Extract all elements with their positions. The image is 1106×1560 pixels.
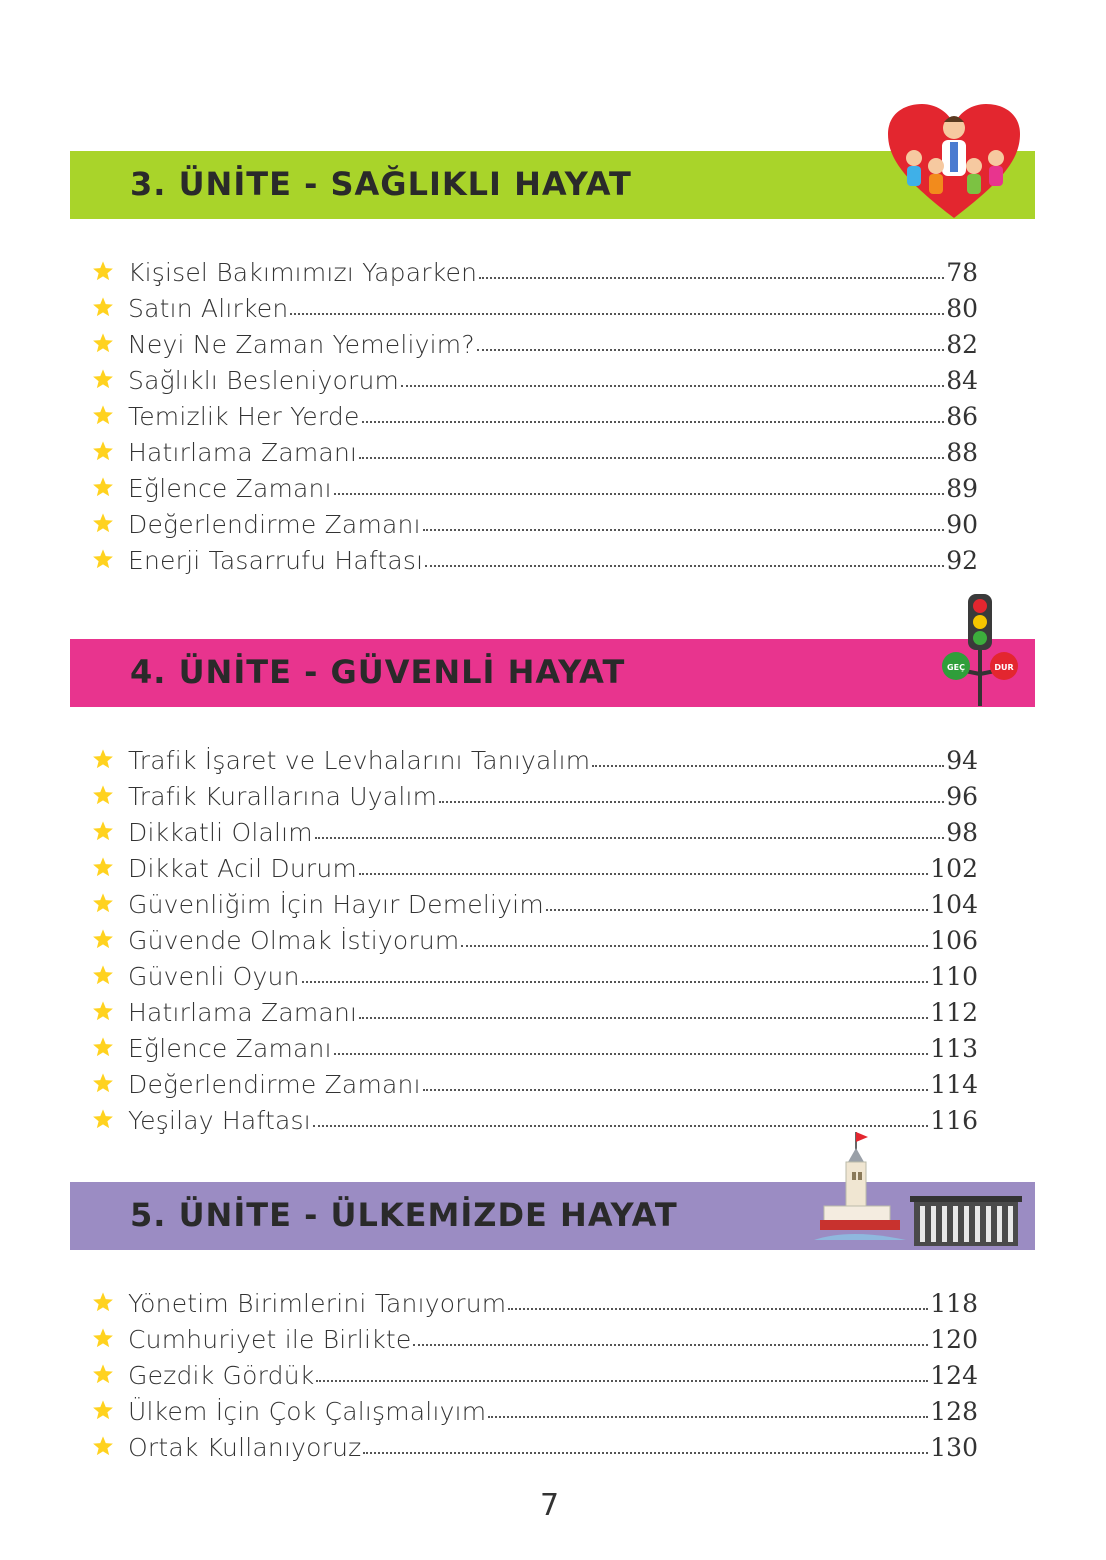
dot-leader bbox=[359, 1017, 928, 1019]
dot-leader bbox=[334, 493, 944, 495]
traffic-light-illustration bbox=[938, 590, 1022, 710]
heart-doctor-children-illustration bbox=[884, 100, 1024, 222]
dot-leader bbox=[508, 1308, 928, 1310]
toc-entry bbox=[92, 288, 978, 324]
unit-3-title: 3. ÜNİTE - SAĞLIKLI HAYAT bbox=[130, 165, 632, 203]
dot-leader bbox=[461, 945, 928, 947]
toc-entry-title: Sağlıklı Besleniyorum bbox=[128, 366, 400, 395]
toc-entry bbox=[92, 1427, 978, 1463]
dot-leader bbox=[488, 1416, 928, 1418]
toc-entry-title: Eğlence Zamanı bbox=[128, 1034, 332, 1063]
star-icon bbox=[92, 784, 114, 806]
toc-entry-page: 102 bbox=[930, 854, 978, 883]
toc-entry-title: Satın Alırken bbox=[128, 294, 289, 323]
toc-entry-title: Ülkem İçin Çok Çalışmalıyım bbox=[128, 1397, 487, 1426]
dot-leader bbox=[413, 1344, 928, 1346]
star-icon bbox=[92, 856, 114, 878]
toc-entry bbox=[92, 324, 978, 360]
toc-entry bbox=[92, 740, 978, 776]
star-icon bbox=[92, 1363, 114, 1385]
star-icon bbox=[92, 1036, 114, 1058]
dot-leader bbox=[546, 909, 928, 911]
toc-entry bbox=[92, 884, 978, 920]
unit-5-contents bbox=[92, 1283, 978, 1463]
toc-entry bbox=[92, 956, 978, 992]
dot-leader bbox=[363, 1452, 928, 1454]
toc-entry bbox=[92, 1028, 978, 1064]
toc-entry-page: 86 bbox=[946, 402, 978, 431]
go-sign-label: GEÇ bbox=[947, 663, 965, 672]
dot-leader bbox=[359, 873, 928, 875]
dot-leader bbox=[290, 313, 944, 315]
toc-entry-title: Kişisel Bakımımızı Yaparken bbox=[128, 258, 478, 287]
star-icon bbox=[92, 892, 114, 914]
toc-entry-title: Enerji Tasarrufu Haftası bbox=[128, 546, 424, 575]
toc-entry-title: Temizlik Her Yerde bbox=[128, 402, 360, 431]
toc-entry-title: Yeşilay Haftası bbox=[128, 1106, 311, 1135]
unit-4-title: 4. ÜNİTE - GÜVENLİ HAYAT bbox=[130, 653, 626, 691]
toc-entry bbox=[92, 396, 978, 432]
star-icon bbox=[92, 1399, 114, 1421]
toc-entry-title: Cumhuriyet ile Birlikte bbox=[128, 1325, 412, 1354]
toc-entry-page: 116 bbox=[930, 1106, 978, 1135]
dot-leader bbox=[425, 565, 944, 567]
star-icon bbox=[92, 1327, 114, 1349]
toc-entry-page: 96 bbox=[946, 782, 978, 811]
toc-entry bbox=[92, 812, 978, 848]
unit-4-banner bbox=[70, 639, 1035, 707]
toc-entry bbox=[92, 432, 978, 468]
unit-3-contents bbox=[92, 252, 978, 576]
toc-entry bbox=[92, 360, 978, 396]
unit-4-contents bbox=[92, 740, 978, 1136]
toc-entry-page: 106 bbox=[930, 926, 978, 955]
toc-entry bbox=[92, 468, 978, 504]
toc-entry bbox=[92, 540, 978, 576]
page-number: 7 bbox=[540, 1488, 560, 1523]
toc-entry-page: 82 bbox=[946, 330, 978, 359]
toc-entry-page: 89 bbox=[946, 474, 978, 503]
star-icon bbox=[92, 748, 114, 770]
star-icon bbox=[92, 548, 114, 570]
toc-entry-title: Güvenliğim İçin Hayır Demeliyim bbox=[128, 890, 544, 919]
toc-entry bbox=[92, 1391, 978, 1427]
star-icon bbox=[92, 368, 114, 390]
dot-leader bbox=[359, 457, 944, 459]
dot-leader bbox=[302, 981, 929, 983]
toc-entry bbox=[92, 848, 978, 884]
toc-entry-title: Ortak Kullanıyoruz bbox=[128, 1433, 362, 1462]
toc-entry-title: Yönetim Birimlerini Tanıyorum bbox=[128, 1289, 507, 1318]
star-icon bbox=[92, 1108, 114, 1130]
dot-leader bbox=[423, 1089, 929, 1091]
unit-5-title: 5. ÜNİTE - ÜLKEMİZDE HAYAT bbox=[130, 1196, 678, 1234]
toc-entry-title: Dikkatli Olalım bbox=[128, 818, 313, 847]
toc-entry bbox=[92, 1355, 978, 1391]
toc-entry-page: 114 bbox=[930, 1070, 978, 1099]
toc-entry-title: Dikkat Acil Durum bbox=[128, 854, 357, 883]
dot-leader bbox=[479, 277, 944, 279]
toc-entry-page: 120 bbox=[930, 1325, 978, 1354]
dot-leader bbox=[362, 421, 945, 423]
toc-entry-page: 124 bbox=[930, 1361, 978, 1390]
stop-sign-label: DUR bbox=[994, 663, 1014, 672]
toc-entry bbox=[92, 504, 978, 540]
star-icon bbox=[92, 260, 114, 282]
toc-entry-page: 118 bbox=[930, 1289, 978, 1318]
dot-leader bbox=[423, 529, 944, 531]
dot-leader bbox=[316, 1380, 928, 1382]
toc-entry-page: 112 bbox=[930, 998, 978, 1027]
toc-entry-page: 80 bbox=[946, 294, 978, 323]
toc-entry-title: Hatırlama Zamanı bbox=[128, 438, 358, 467]
toc-entry bbox=[92, 776, 978, 812]
toc-entry-title: Gezdik Gördük bbox=[128, 1361, 315, 1390]
dot-leader bbox=[334, 1053, 929, 1055]
star-icon bbox=[92, 440, 114, 462]
toc-entry-page: 94 bbox=[946, 746, 978, 775]
star-icon bbox=[92, 332, 114, 354]
toc-entry-page: 92 bbox=[946, 546, 978, 575]
star-icon bbox=[92, 1072, 114, 1094]
toc-entry-page: 104 bbox=[930, 890, 978, 919]
toc-entry-page: 90 bbox=[946, 510, 978, 539]
toc-entry bbox=[92, 992, 978, 1028]
dot-leader bbox=[401, 385, 944, 387]
toc-entry-title: Trafik Kurallarına Uyalım bbox=[128, 782, 438, 811]
maidens-tower-and-anitkabir-illustration bbox=[810, 1128, 1025, 1252]
toc-entry-title: Güvende Olmak İstiyorum bbox=[128, 926, 460, 955]
toc-entry-page: 130 bbox=[930, 1433, 978, 1462]
toc-entry bbox=[92, 1283, 978, 1319]
star-icon bbox=[92, 1291, 114, 1313]
toc-entry-page: 113 bbox=[930, 1034, 978, 1063]
toc-entry bbox=[92, 252, 978, 288]
dot-leader bbox=[592, 765, 944, 767]
toc-entry-page: 88 bbox=[946, 438, 978, 467]
toc-entry-page: 78 bbox=[946, 258, 978, 287]
toc-entry-page: 84 bbox=[946, 366, 978, 395]
toc-entry bbox=[92, 1064, 978, 1100]
toc-entry-title: Güvenli Oyun bbox=[128, 962, 300, 991]
toc-entry-title: Hatırlama Zamanı bbox=[128, 998, 358, 1027]
star-icon bbox=[92, 476, 114, 498]
dot-leader bbox=[477, 349, 944, 351]
dot-leader bbox=[439, 801, 944, 803]
dot-leader bbox=[313, 1125, 928, 1127]
toc-entry-title: Eğlence Zamanı bbox=[128, 474, 332, 503]
star-icon bbox=[92, 1000, 114, 1022]
star-icon bbox=[92, 296, 114, 318]
star-icon bbox=[92, 1435, 114, 1457]
toc-entry-title: Değerlendirme Zamanı bbox=[128, 510, 421, 539]
dot-leader bbox=[315, 837, 944, 839]
toc-entry-page: 128 bbox=[930, 1397, 978, 1426]
star-icon bbox=[92, 964, 114, 986]
star-icon bbox=[92, 404, 114, 426]
toc-entry-title: Değerlendirme Zamanı bbox=[128, 1070, 421, 1099]
star-icon bbox=[92, 820, 114, 842]
toc-entry bbox=[92, 920, 978, 956]
star-icon bbox=[92, 928, 114, 950]
toc-entry-page: 110 bbox=[930, 962, 978, 991]
toc-entry-title: Neyi Ne Zaman Yemeliyim? bbox=[128, 330, 475, 359]
toc-entry bbox=[92, 1319, 978, 1355]
star-icon bbox=[92, 512, 114, 534]
toc-entry-title: Trafik İşaret ve Levhalarını Tanıyalım bbox=[128, 746, 591, 775]
toc-entry-page: 98 bbox=[946, 818, 978, 847]
